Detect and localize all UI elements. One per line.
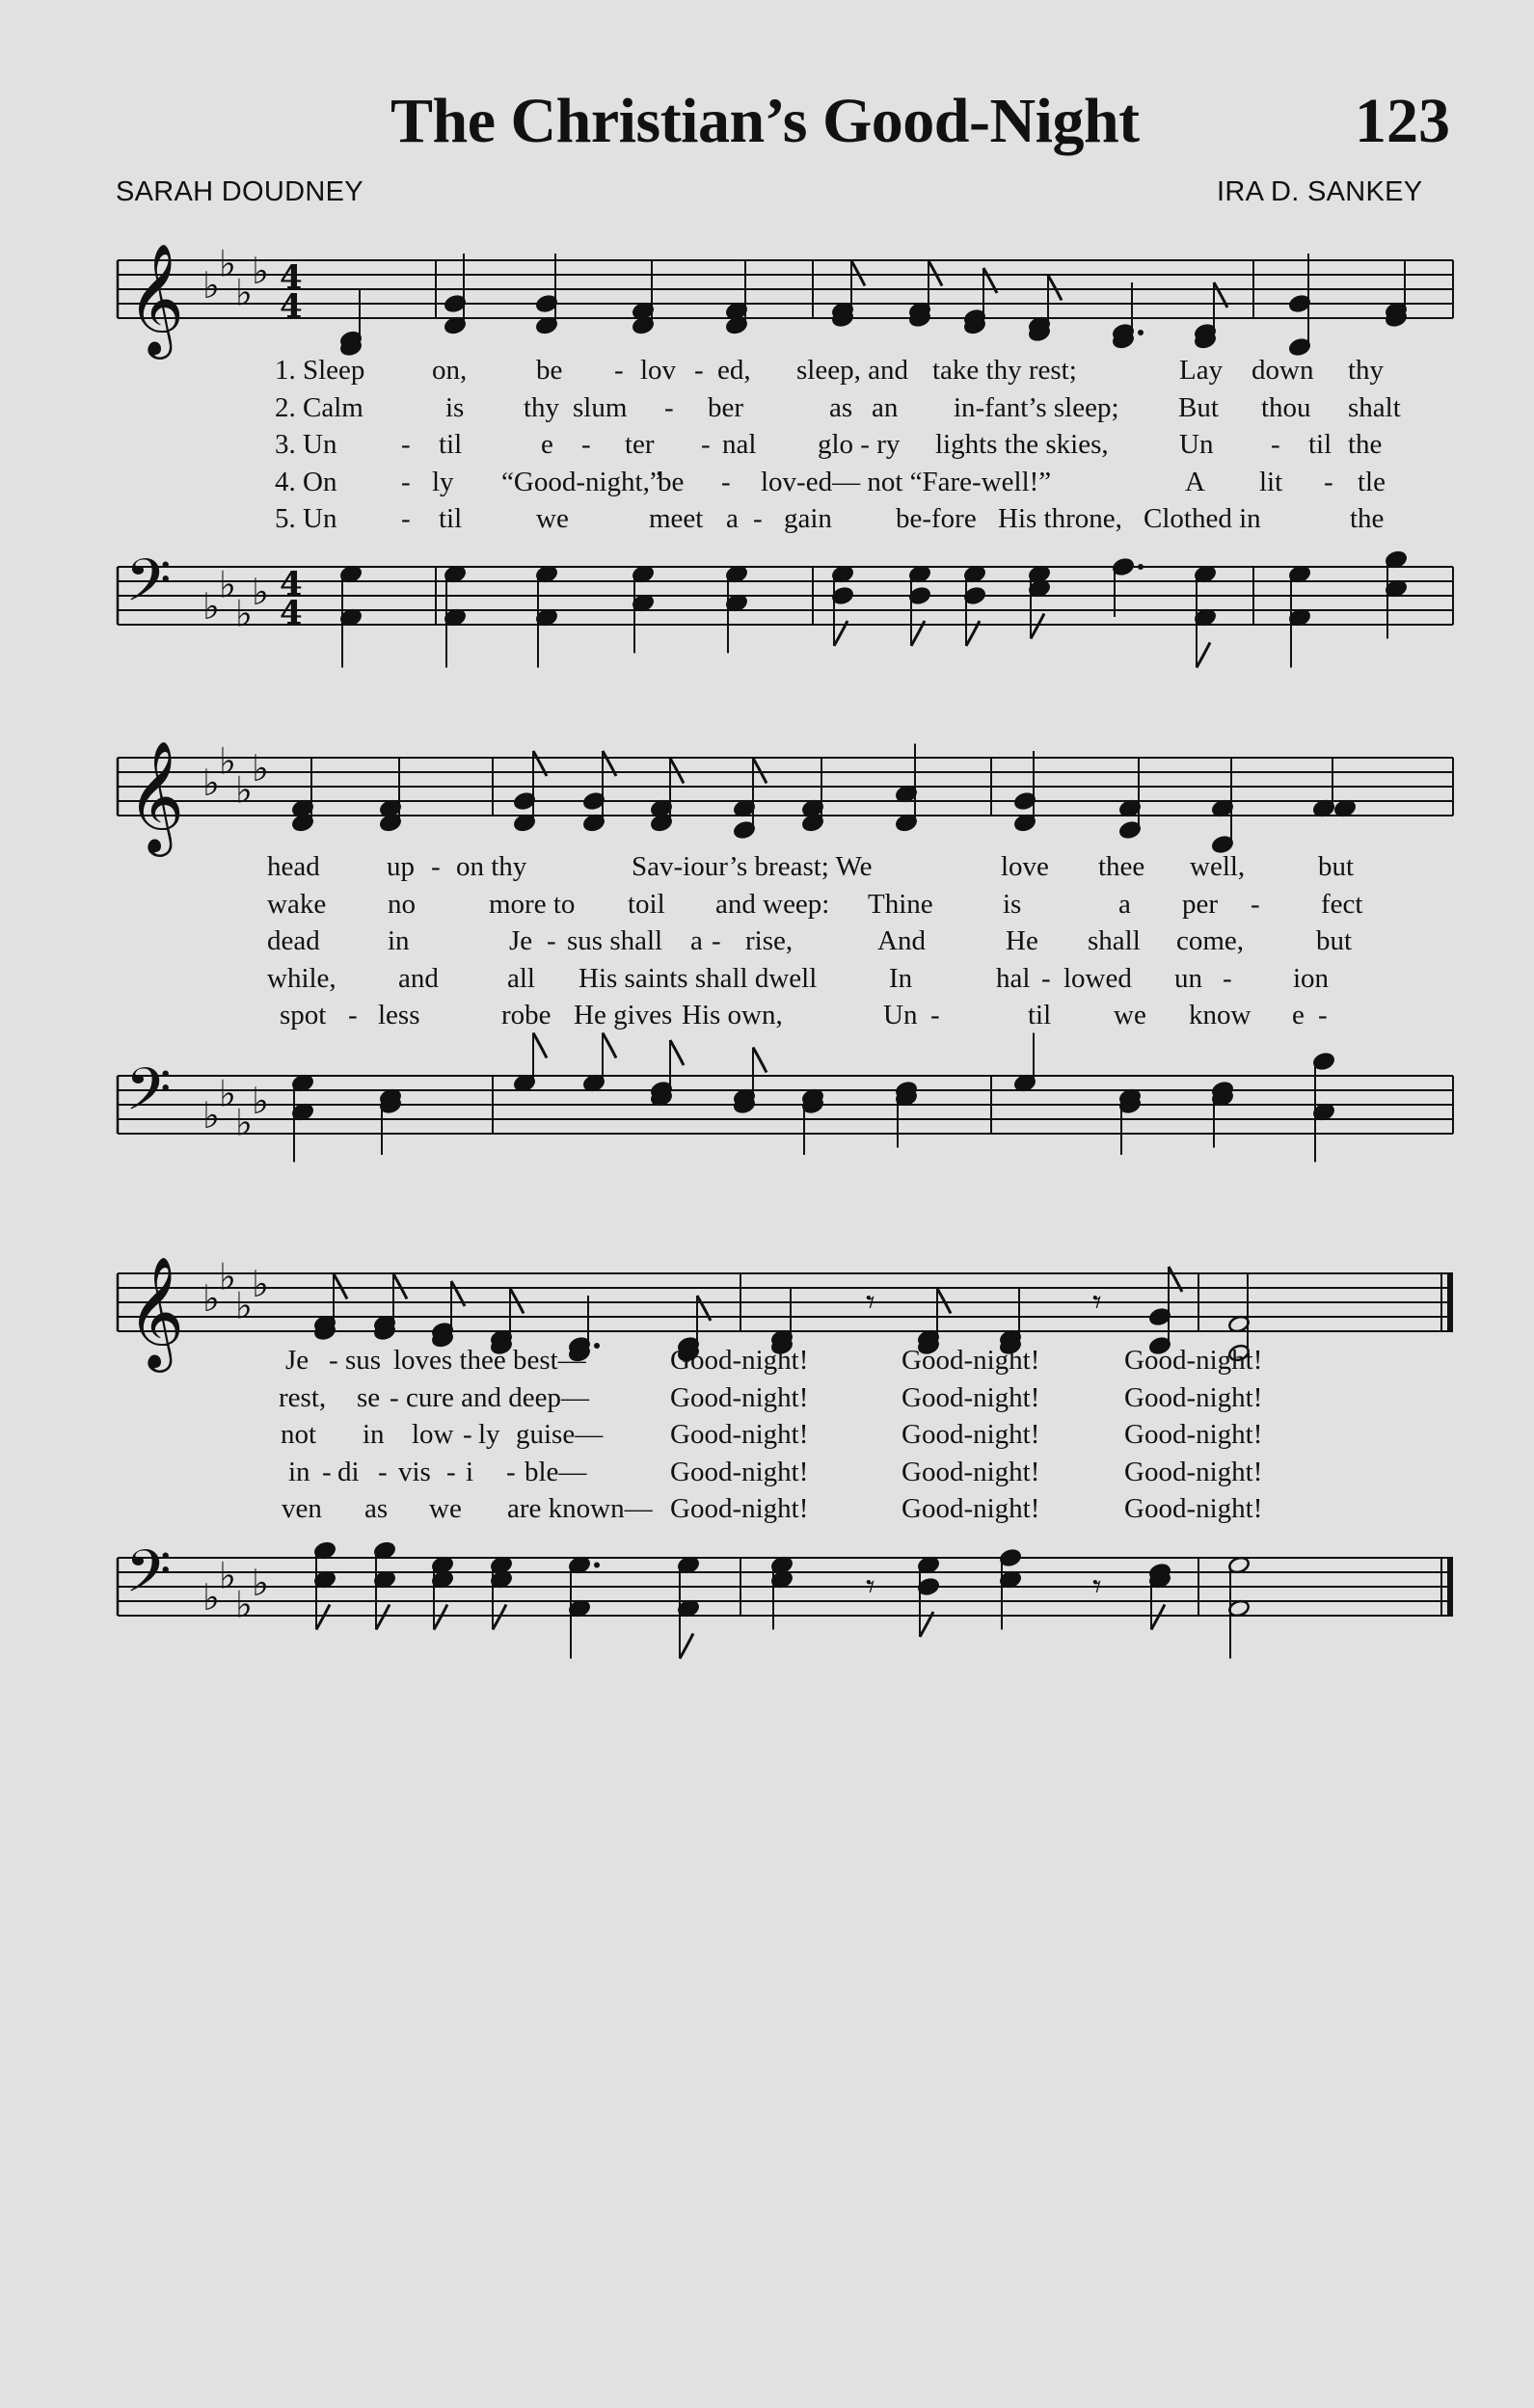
note-flag (393, 1274, 407, 1299)
verse-2-line (0, 889, 1534, 925)
lyric-syllable: - (446, 1456, 456, 1487)
bass-clef-icon: 𝄢 (125, 1538, 172, 1620)
lyric-syllable: nal (722, 429, 757, 460)
lyric-syllable: - (930, 1000, 940, 1030)
lyric-syllable: vis (398, 1456, 431, 1487)
note-flag (434, 1605, 447, 1630)
note-flag (851, 261, 865, 286)
lyric-syllable: - (378, 1456, 388, 1487)
eighth-rest-icon: 𝄾 (1092, 1567, 1102, 1607)
lyric-syllable: Good-night! (670, 1456, 809, 1487)
lyric-syllable: Good-night! (902, 1419, 1040, 1450)
note-flag (1031, 614, 1044, 639)
system-1-bass-staff (0, 547, 1534, 713)
note-flag (603, 1033, 616, 1058)
lyric-syllable: cure and deep— (406, 1381, 590, 1413)
lyric-syllable: come, (1176, 925, 1245, 956)
flat-icon: ♭ (252, 747, 269, 789)
lyric-syllable: tle (1358, 466, 1386, 497)
lyric-syllable: - (753, 503, 763, 534)
lyric-syllable: - (1251, 888, 1260, 920)
system-3-bass-staff (0, 1504, 1534, 1687)
lyric-syllable: 1. Sleep (275, 355, 365, 386)
lyric-syllable: ven (282, 1493, 322, 1524)
flat-icon: ♭ (202, 1576, 220, 1619)
lyric-syllable: while, (267, 962, 336, 994)
lyric-syllable: an (872, 391, 899, 423)
lyric-syllable: - (701, 429, 711, 460)
flat-icon: ♭ (235, 1284, 253, 1327)
verse-4-line (0, 467, 1534, 503)
lyric-syllable: - (694, 355, 704, 386)
verse-2-line (0, 392, 1534, 429)
lyric-syllable: Good-night! (1124, 1493, 1263, 1524)
flat-icon: ♭ (252, 1562, 269, 1604)
lyric-syllable: low (412, 1419, 454, 1450)
lyric-syllable: up (387, 851, 415, 882)
verse-3-line (0, 1419, 1534, 1456)
lyric-syllable: - (390, 1381, 399, 1413)
lyric-syllable: robe (501, 1000, 552, 1030)
lyric-syllable: loves thee best— (393, 1345, 586, 1376)
lyric-syllable: in (288, 1456, 310, 1487)
lyric-syllable: un (1174, 962, 1202, 994)
lyric-syllable: - (401, 429, 411, 460)
verse-4-line (0, 963, 1534, 1000)
lyric-syllable: - (1324, 466, 1333, 497)
note-flag (1048, 276, 1062, 301)
lyric-syllable: Good-night! (670, 1381, 809, 1413)
lyric-syllable: - (348, 1000, 358, 1030)
lyric-syllable: are known— (507, 1493, 653, 1524)
flat-icon: ♭ (219, 1072, 236, 1115)
lyric-syllable: - (1041, 962, 1051, 994)
bass-clef-icon: 𝄢 (125, 547, 172, 629)
lyric-syllable: Good-night! (902, 1493, 1040, 1524)
lyric-syllable: ter (625, 429, 655, 460)
lyric-syllable: - (547, 925, 556, 956)
note-flag (493, 1605, 506, 1630)
lyric-syllable: - (463, 1419, 472, 1450)
lyric-syllable: lights the skies, (935, 429, 1109, 460)
treble-clef-icon: 𝄞 (127, 739, 185, 852)
lyric-syllable: all (507, 962, 535, 994)
lyric-syllable: til (439, 429, 463, 460)
lyric-syllable: slum (573, 391, 628, 423)
flat-icon: ♭ (219, 739, 236, 783)
lyric-syllable: ly (432, 466, 454, 497)
lyric-syllable: - (322, 1456, 332, 1487)
eighth-rest-icon: 𝄾 (1092, 1283, 1102, 1323)
lyric-syllable: sus (345, 1345, 382, 1376)
time-signature-bottom: 4 (280, 287, 303, 326)
lyric-syllable: ly (478, 1419, 500, 1450)
verse-4-line (0, 1457, 1534, 1493)
lyric-syllable: i (466, 1456, 474, 1487)
lyric-syllable: til (1028, 1000, 1052, 1030)
note-flag (753, 1048, 767, 1073)
note-flag (680, 1634, 693, 1659)
lyric-syllable: shall (1088, 925, 1141, 956)
system-2-bass-staff (0, 1031, 1534, 1186)
note-flag (928, 261, 942, 286)
lyric-syllable: ble— (525, 1456, 587, 1487)
author-credit: SARAH DOUDNEY (116, 176, 363, 207)
lyric-syllable: He (1006, 925, 1038, 956)
lyric-syllable: til (1308, 429, 1332, 460)
flat-icon: ♭ (202, 585, 220, 628)
lyric-syllable: Good-night! (670, 1345, 809, 1376)
lyric-syllable: “Good-night,” (501, 466, 662, 497)
lyric-syllable: A (1185, 466, 1205, 497)
flat-icon: ♭ (252, 250, 269, 292)
lyric-syllable: a (1118, 888, 1131, 920)
lyric-syllable: - (664, 391, 674, 423)
flat-icon: ♭ (202, 264, 220, 307)
lyric-syllable: on thy (456, 851, 527, 882)
lyric-syllable: ber (708, 391, 744, 423)
flat-icon: ♭ (252, 571, 269, 613)
note-flag (753, 759, 767, 784)
verse-1-line (0, 355, 1534, 391)
lyric-syllable: head (267, 851, 320, 882)
lyric-syllable: e (1292, 1000, 1305, 1030)
note-flag (533, 1033, 547, 1058)
flat-icon: ♭ (202, 1094, 220, 1137)
lyric-syllable: Good-night! (1124, 1419, 1263, 1450)
lyric-syllable: we (429, 1493, 462, 1524)
lyric-syllable: love (1001, 851, 1049, 882)
lyric-syllable: well, (1190, 851, 1246, 882)
lyric-syllable: ed, (717, 355, 751, 386)
lyric-syllable: wake (267, 888, 327, 920)
lyric-syllable: spot (280, 1000, 327, 1030)
lyric-syllable: less (378, 1000, 420, 1030)
lyric-syllable: His throne, (998, 503, 1122, 534)
lyric-syllable: as (364, 1493, 389, 1524)
lyric-syllable: sleep, and (796, 355, 908, 386)
note-flag (670, 759, 684, 784)
note-flag (316, 1605, 330, 1630)
lyric-syllable: - (1271, 429, 1280, 460)
verse-3-line (0, 429, 1534, 466)
lyric-syllable: ion (1293, 962, 1330, 994)
lyric-syllable: - (506, 1456, 516, 1487)
lyric-syllable: thy (524, 391, 560, 423)
note-dot (1138, 330, 1144, 335)
lyric-syllable: shalt (1348, 391, 1401, 423)
time-signature-bottom: 4 (280, 594, 303, 632)
lyric-syllable: di (337, 1456, 360, 1487)
flat-icon: ♭ (219, 1554, 236, 1597)
note-flag (334, 1274, 347, 1299)
lyric-syllable: Good-night! (670, 1419, 809, 1450)
lyric-syllable: - (401, 466, 411, 497)
lyric-syllable: Thine (868, 888, 933, 920)
lyric-syllable: Good-night! (902, 1381, 1040, 1413)
lyric-syllable: Good-night! (1124, 1381, 1263, 1413)
lyric-syllable: meet (649, 503, 704, 534)
lyric-syllable: - (329, 1345, 338, 1376)
lyric-syllable: lit (1259, 466, 1283, 497)
flat-icon: ♭ (235, 768, 253, 812)
note-flag (1197, 643, 1210, 668)
lyric-syllable: be-fore (896, 503, 977, 534)
lyric-syllable: Un (883, 1000, 918, 1030)
lyric-syllable: but (1316, 925, 1353, 956)
lyric-syllable: Un (1179, 429, 1214, 460)
lyric-syllable: Good-night! (670, 1493, 809, 1524)
lyric-syllable: lowed (1063, 962, 1132, 994)
flat-icon: ♭ (219, 242, 236, 285)
flat-icon: ♭ (202, 762, 220, 804)
lyric-syllable: - (1223, 962, 1232, 994)
composer-credit: IRA D. SANKEY (1217, 176, 1423, 207)
lyric-syllable: - (721, 466, 731, 497)
note-dot (1138, 564, 1144, 570)
flat-icon: ♭ (252, 1080, 269, 1122)
lyric-syllable: His own, (682, 1000, 783, 1030)
lyric-syllable: we (536, 503, 569, 534)
lyric-syllable: rise, (745, 925, 794, 956)
treble-clef-icon: 𝄞 (127, 242, 185, 355)
lyric-syllable: be (658, 466, 685, 497)
lyric-syllable: He gives (574, 1000, 673, 1030)
note-flag (1151, 1605, 1165, 1630)
lyric-syllable: - (401, 503, 411, 534)
lyric-syllable: lov (640, 355, 677, 386)
lyric-syllable: know (1189, 1000, 1251, 1030)
time-signature-top: 4 (280, 565, 303, 603)
lyric-syllable: - (1318, 1000, 1328, 1030)
lyric-syllable: 5. Un (275, 503, 337, 534)
note-flag (376, 1605, 390, 1630)
note-flag (510, 1289, 524, 1314)
lyric-syllable: Je (285, 1345, 309, 1376)
verse-1-line (0, 851, 1534, 888)
flat-icon: ♭ (235, 271, 253, 314)
flat-icon: ♭ (219, 563, 236, 606)
flat-icon: ♭ (235, 1101, 253, 1144)
lyric-syllable: in (363, 1419, 385, 1450)
lyric-syllable: take thy rest; (932, 355, 1077, 386)
flat-icon: ♭ (235, 592, 253, 635)
treble-clef-icon: 𝄞 (127, 1255, 185, 1368)
lyric-syllable: Sav-iour’s breast; We (632, 851, 873, 882)
lyric-syllable: a (690, 925, 703, 956)
lyric-syllable: til (439, 503, 463, 534)
lyric-syllable: fect (1321, 888, 1363, 920)
lyric-syllable: hal (996, 962, 1031, 994)
lyric-syllable: - (431, 851, 441, 882)
lyric-syllable: in-fant’s sleep; (954, 391, 1119, 423)
lyric-syllable: on, (432, 355, 468, 386)
lyric-syllable: Good-night! (1124, 1345, 1263, 1376)
flat-icon: ♭ (219, 1255, 236, 1298)
bass-clef-icon: 𝄢 (125, 1056, 172, 1138)
final-barline (1447, 1558, 1453, 1616)
lyric-syllable: dead (267, 925, 320, 956)
lyric-syllable: thou (1261, 391, 1311, 423)
lyric-syllable: se (357, 1381, 381, 1413)
note-flag (937, 1289, 951, 1314)
verse-2-line (0, 1382, 1534, 1419)
flat-icon: ♭ (202, 1277, 220, 1320)
verse-1-line (0, 1345, 1534, 1381)
lyric-syllable: and (398, 962, 439, 994)
lyric-syllable: toil (628, 888, 665, 920)
lyric-syllable: in (388, 925, 410, 956)
lyric-syllable: - (581, 429, 591, 460)
lyric-syllable: Clothed in (1144, 503, 1261, 534)
lyric-syllable: thy (1348, 355, 1385, 386)
lyric-syllable: down (1251, 355, 1314, 386)
lyric-syllable: - (614, 355, 624, 386)
lyric-syllable: Je (509, 925, 533, 956)
lyric-syllable: In (889, 962, 913, 994)
lyric-syllable: gain (784, 503, 832, 534)
time-signature-top: 4 (280, 258, 303, 297)
note-flag (670, 1040, 684, 1065)
lyric-syllable: more to (489, 888, 576, 920)
lyric-syllable: lov-ed— not “Fare-well!” (761, 466, 1052, 497)
lyric-syllable: But (1178, 391, 1219, 423)
hymn-number: 123 (1355, 86, 1450, 156)
lyric-syllable: a (726, 503, 739, 534)
lyric-syllable: glo - ry (818, 429, 901, 460)
lyric-syllable: 2. Calm (275, 391, 363, 423)
system-2-treble-staff (0, 713, 1534, 868)
lyric-syllable: Good-night! (902, 1345, 1040, 1376)
lyric-syllable: 4. On (275, 466, 337, 497)
verse-3-line (0, 925, 1534, 962)
note-dot (594, 1563, 600, 1568)
lyric-syllable: Lay (1179, 355, 1224, 386)
verse-5-line (0, 503, 1534, 540)
lyric-syllable: Good-night! (902, 1456, 1040, 1487)
lyric-syllable: Good-night! (1124, 1456, 1263, 1487)
lyric-syllable: and weep: (715, 888, 830, 920)
lyric-syllable: sus shall (567, 925, 663, 956)
lyric-syllable: rest, (279, 1381, 327, 1413)
lyric-syllable: per (1182, 888, 1219, 920)
lyric-syllable: is (1003, 888, 1022, 920)
lyric-syllable: be (536, 355, 563, 386)
lyric-syllable: - (712, 925, 721, 956)
hymn-title: The Christian’s Good-Night (390, 86, 1140, 156)
flat-icon: ♭ (235, 1583, 253, 1626)
lyric-syllable: the (1348, 429, 1383, 460)
lyric-syllable: And (877, 925, 926, 956)
lyric-syllable: guise— (516, 1419, 604, 1450)
lyric-syllable: the (1350, 503, 1385, 534)
lyric-syllable: e (541, 429, 553, 460)
lyric-syllable: but (1318, 851, 1355, 882)
lyric-syllable: not (281, 1419, 317, 1450)
eighth-rest-icon: 𝄾 (866, 1567, 875, 1607)
lyric-syllable: His saints shall dwell (579, 962, 818, 994)
final-barline (1447, 1273, 1453, 1331)
eighth-rest-icon: 𝄾 (866, 1283, 875, 1323)
lyric-syllable: 3. Un (275, 429, 337, 460)
lyric-syllable: we (1114, 1000, 1146, 1030)
lyric-syllable: is (445, 391, 465, 423)
flat-icon: ♭ (252, 1263, 269, 1305)
lyric-syllable: thee (1098, 851, 1145, 882)
lyric-syllable: no (388, 888, 416, 920)
lyric-syllable: as (829, 391, 853, 423)
